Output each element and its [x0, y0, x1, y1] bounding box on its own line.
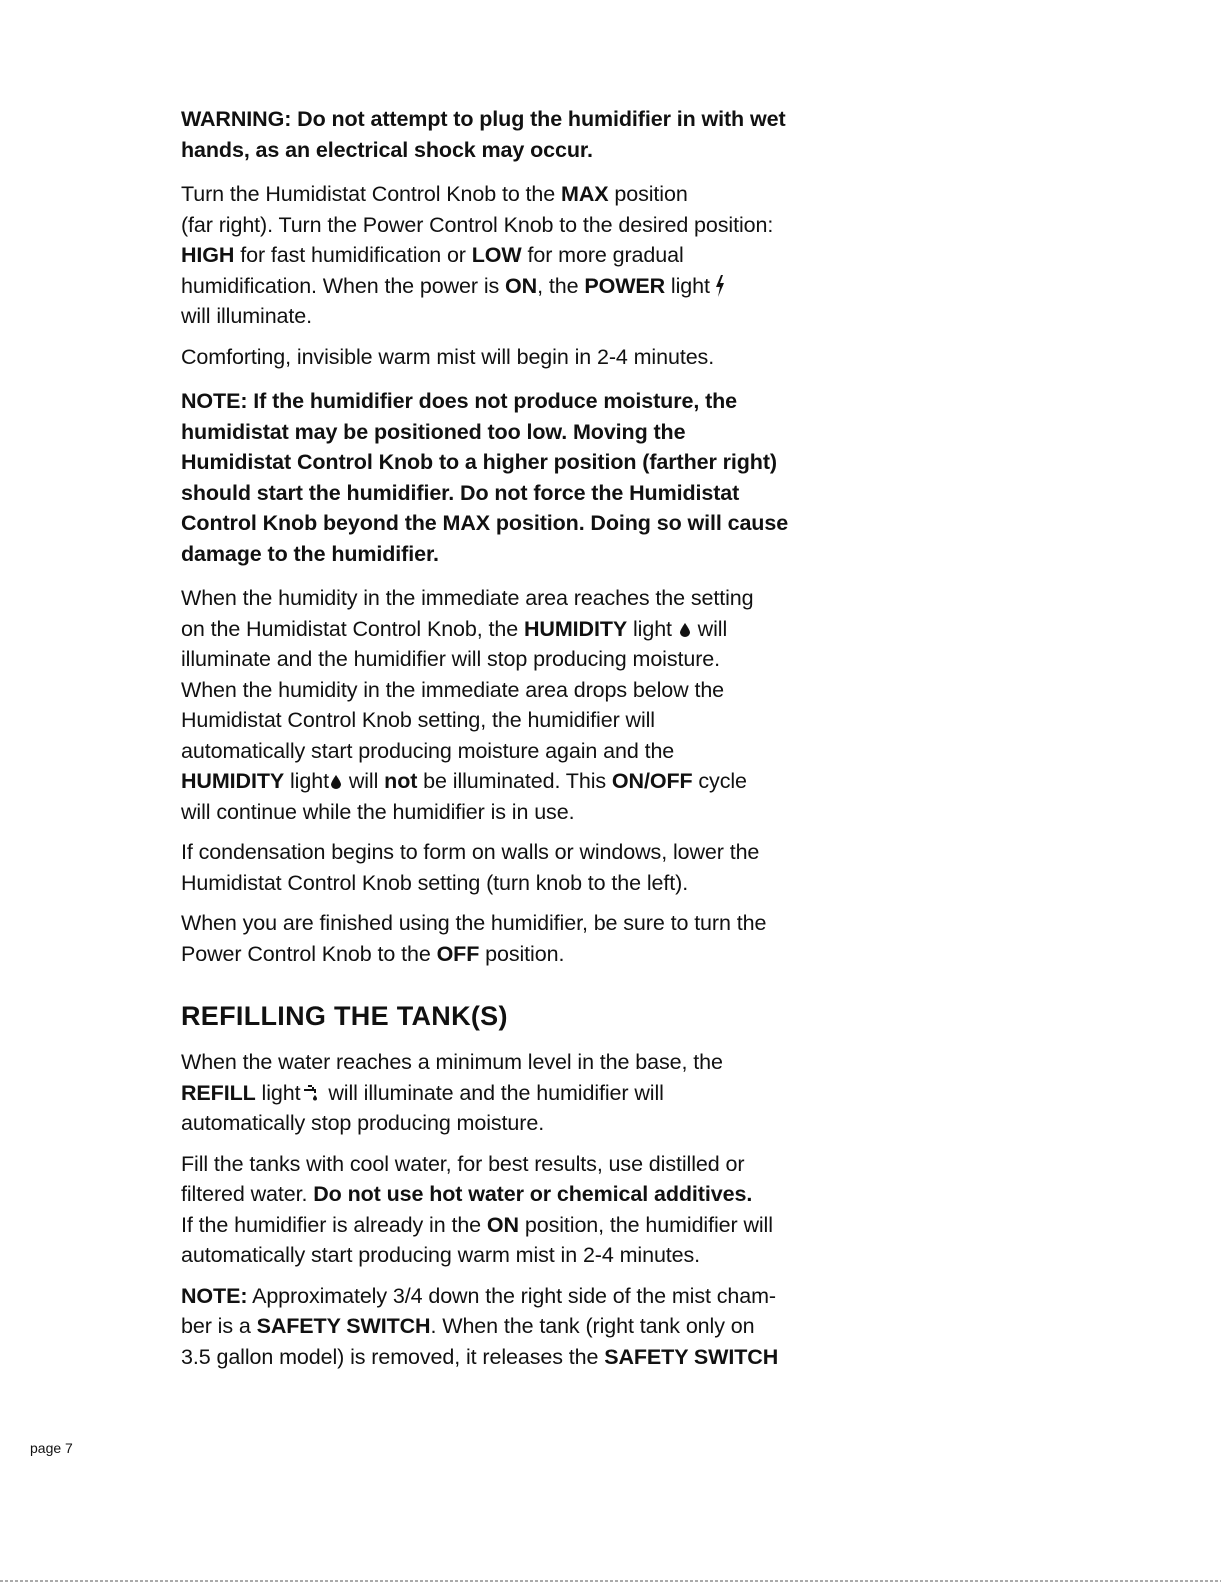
- text-run: , the: [537, 273, 585, 298]
- page-number: page 7: [30, 1440, 73, 1456]
- high-label: HIGH: [181, 243, 235, 267]
- water-drop-icon: [680, 623, 690, 637]
- bottom-scan-edge: [0, 1580, 1221, 1582]
- section-heading-refilling: REFILLING THE TANK(S): [181, 1001, 508, 1031]
- note-humidistat-paragraph: [181, 386, 861, 569]
- fill-line-4: automatically start producing warm mist in 2-4 minutes.: [181, 1243, 701, 1267]
- setup-line-4: [181, 271, 861, 302]
- text-run: light: [665, 273, 710, 298]
- cycle-line-7: [181, 766, 861, 797]
- text-run: . When the tank (right tank only on: [430, 1314, 755, 1338]
- refill-faucet-icon: [303, 1085, 319, 1101]
- note-line-4: should start the humidifier. Do not force the Humidistat: [181, 480, 740, 505]
- text-run: cycle: [692, 769, 747, 793]
- note-line-6: damage to the humidifier.: [181, 541, 439, 566]
- cycle-line-8: will continue while the humidifier is in use.: [181, 799, 575, 824]
- warning-line-2: hands, as an electrical shock may occur.: [181, 137, 593, 162]
- fill-tanks-paragraph: [181, 1149, 861, 1271]
- mist-line: Comforting, invisible warm mist will begin in 2-4 minutes.: [181, 344, 715, 369]
- note-label: NOTE:: [181, 1283, 248, 1308]
- low-label: LOW: [471, 243, 522, 267]
- note-line-5: Control Knob beyond the MAX position. Doing so will cause: [181, 511, 789, 535]
- text-run: 3.5 gallon model) is removed, it releases the: [181, 1344, 605, 1369]
- text-run: for fast humidification or: [234, 243, 472, 267]
- finish-line-2: [181, 939, 861, 970]
- fill-line-3: [181, 1210, 861, 1241]
- condensation-paragraph: [181, 837, 861, 898]
- hot-water-warning: Do not use hot water or chemical additives.: [313, 1182, 753, 1206]
- text-run: filtered water.: [181, 1182, 314, 1206]
- humidity-label: HUMIDITY: [181, 769, 285, 793]
- text-run: light: [627, 616, 672, 641]
- cycle-line-1: When the humidity in the immediate area reaches the setting: [181, 586, 754, 610]
- max-label: MAX: [561, 182, 609, 206]
- condensation-line-1: If condensation begins to form on walls or windows, lower the: [181, 840, 760, 864]
- text-run: light: [284, 769, 329, 793]
- refill-light-paragraph: [181, 1047, 861, 1139]
- text-run: light: [255, 1080, 301, 1105]
- mist-paragraph: [181, 342, 861, 373]
- on-label: ON: [486, 1212, 519, 1237]
- text-run: for more gradual: [521, 243, 684, 267]
- on-off-label: ON/OFF: [611, 769, 693, 793]
- text-run: will: [691, 616, 728, 641]
- text-run: humidification. When the power is: [181, 273, 506, 298]
- note-line-3: Humidistat Control Knob to a higher position (farther right): [181, 450, 777, 474]
- note-line-1: NOTE: If the humidifier does not produce moisture, the: [181, 389, 738, 413]
- safety-switch-paragraph: [181, 1281, 861, 1373]
- text-run: ber is a: [181, 1314, 257, 1338]
- safety-line-1: [181, 1281, 861, 1312]
- setup-paragraph: [181, 179, 861, 332]
- cycle-line-5: Humidistat Control Knob setting, the humidifier will: [181, 708, 655, 732]
- text-run: position: [608, 182, 688, 206]
- cycle-line-2: [181, 614, 861, 645]
- text-run: on the Humidistat Control Knob, the: [181, 616, 524, 641]
- text-run: position.: [479, 941, 565, 966]
- text-run: will illuminate and the humidifier will: [322, 1080, 664, 1105]
- cycle-line-4: When the humidity in the immediate area drops below the: [181, 677, 725, 702]
- power-label: POWER: [584, 273, 666, 298]
- finish-paragraph: [181, 908, 861, 969]
- safety-switch-label: SAFETY SWITCH: [604, 1344, 779, 1369]
- fill-line-2: [181, 1179, 861, 1210]
- cycle-line-6: automatically start producing moisture again and the: [181, 738, 675, 763]
- warning-paragraph: [181, 104, 861, 165]
- text-run: position, the humidifier will: [518, 1212, 773, 1237]
- refill-line-1: When the water reaches a minimum level in the base, the: [181, 1050, 723, 1074]
- humidity-label: HUMIDITY: [523, 616, 628, 641]
- setup-line-2: (far right). Turn the Power Control Knob to the desired position:: [181, 212, 774, 237]
- off-label: OFF: [436, 941, 480, 966]
- condensation-line-2: Humidistat Control Knob setting (turn knob to the left).: [181, 870, 689, 895]
- text-run: Turn the Humidistat Control Knob to the: [181, 182, 562, 206]
- fill-line-1: Fill the tanks with cool water, for best results, use distilled or: [181, 1151, 745, 1176]
- water-drop-icon: [331, 775, 341, 789]
- text-run: If the humidifier is already in the: [181, 1212, 487, 1237]
- page-content: [181, 104, 861, 1382]
- safety-line-3: [181, 1342, 861, 1373]
- text-run: Approximately 3/4 down the right side of the mist cham-: [247, 1283, 776, 1308]
- refill-line-2: [181, 1078, 861, 1109]
- setup-line-3: [181, 240, 861, 271]
- setup-line-1: [181, 179, 861, 210]
- setup-line-5: will illuminate.: [181, 304, 313, 328]
- safety-switch-label: SAFETY SWITCH: [256, 1314, 431, 1338]
- refill-label: REFILL: [181, 1080, 256, 1105]
- on-label: ON: [505, 273, 538, 298]
- warning-line-1: WARNING: Do not attempt to plug the humidifier in with wet: [181, 107, 786, 131]
- safety-line-2: [181, 1311, 861, 1342]
- refill-line-3: automatically stop producing moisture.: [181, 1111, 545, 1135]
- text-run: be illuminated. This: [417, 769, 612, 793]
- cycle-line-3: illuminate and the humidifier will stop producing moisture.: [181, 647, 721, 671]
- lightning-bolt-icon: [714, 275, 726, 297]
- text-run: Power Control Knob to the: [181, 941, 437, 966]
- note-line-2: humidistat may be positioned too low. Moving the: [181, 419, 686, 444]
- not-emphasis: not: [384, 769, 418, 793]
- finish-line-1: When you are finished using the humidifier, be sure to turn the: [181, 911, 767, 935]
- humidity-cycle-paragraph: [181, 583, 861, 827]
- text-run: will: [342, 769, 385, 793]
